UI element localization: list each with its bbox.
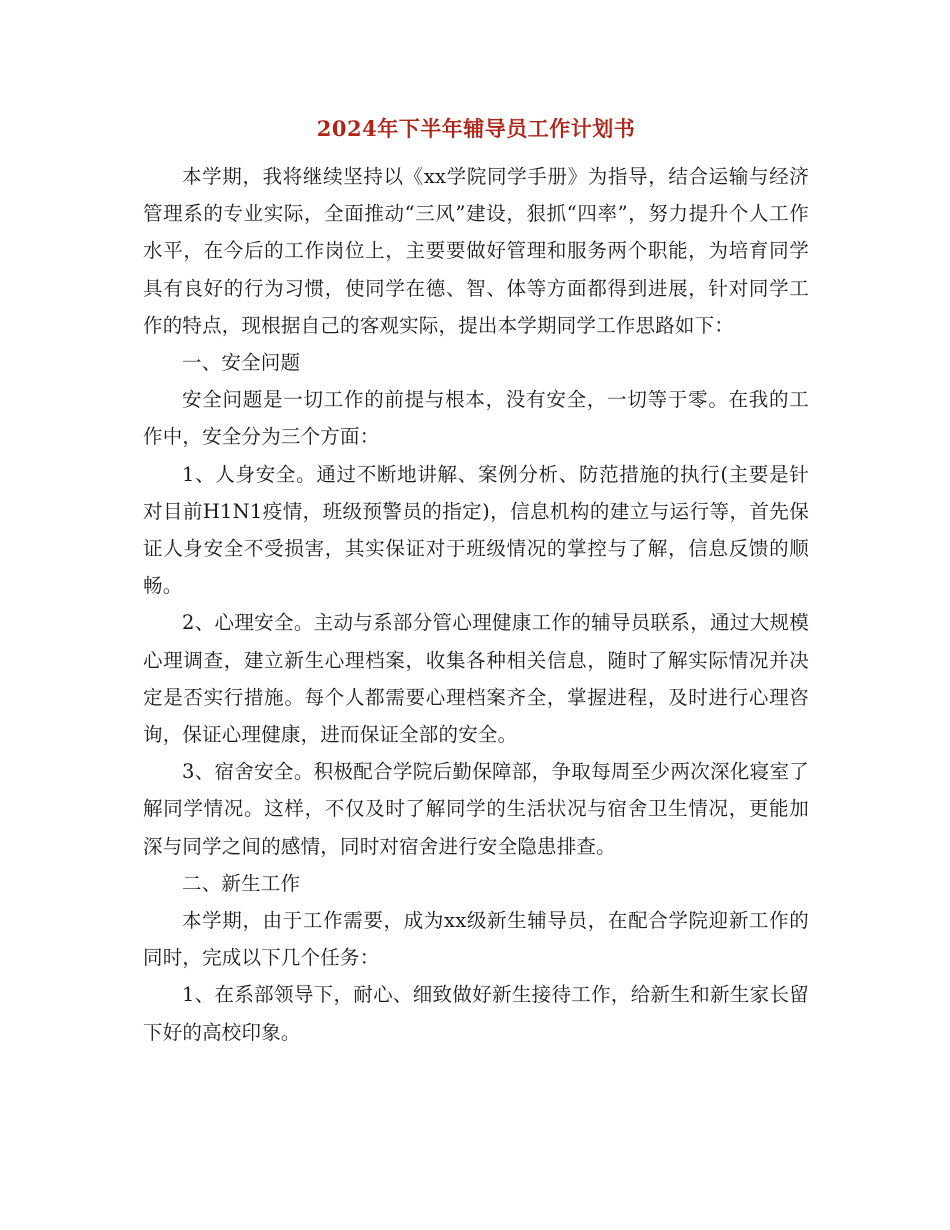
paragraph-personal-safety: 1、人身安全。通过不断地讲解、案例分析、防范措施的执行(主要是针对目前H1N1疫情，班级预警员的指定)，信息机构的建立与运行等，首先保证人身安全不受损害，其实保证对于班级情况的掌控与了解，信息反馈的顺畅。 bbox=[143, 462, 809, 598]
paragraph-intro: 本学期，我将继续坚持以《xx学院同学手册》为指导，结合运输与经济管理系的专业实际，全面推动“三风”建设，狠抓“四率”，努力提升个人工作水平，在今后的工作岗位上，主要要做好管理和服务两个职能，为培育同学具有良好的行为习惯，使同学在德、智、体等方面都得到进展，针对同学工作的特点，现根据自己的客观实际，提出本学期同学工作思路如下： bbox=[143, 165, 809, 337]
paragraph-dormitory-safety: 3、宿舍安全。积极配合学院后勤保障部，争取每周至少两次深化寝室了解同学情况。这样，不仅及时了解同学的生活状况与宿舍卫生情况，更能加深与同学之间的感情，同时对宿舍进行安全隐患排查。 bbox=[143, 760, 809, 858]
document-title: 2024年下半年辅导员工作计划书 bbox=[316, 116, 636, 141]
document-page bbox=[143, 112, 809, 1051]
section-heading-freshman: 二、新生工作 bbox=[182, 871, 301, 895]
section-heading-safety: 一、安全问题 bbox=[182, 351, 301, 375]
paragraph-safety-overview: 安全问题是一切工作的前提与根本，没有安全，一切等于零。在我的工作中，安全分为三个方面： bbox=[143, 388, 809, 449]
paragraph-psychological-safety: 2、心理安全。主动与系部分管心理健康工作的辅导员联系，通过大规模心理调查，建立新生心理档案，收集各种相关信息，随时了解实际情况并决定是否实行措施。每个人都需要心理档案齐全，掌握进程，及时进行心理咨询，保证心理健康，进而保证全部的安全。 bbox=[143, 611, 809, 747]
paragraph-freshman-task-1: 1、在系部领导下，耐心、细致做好新生接待工作，给新生和新生家长留下好的高校印象。 bbox=[143, 983, 809, 1044]
paragraph-freshman-overview: 本学期，由于工作需要，成为xx级新生辅导员，在配合学院迎新工作的同时，完成以下几个任务： bbox=[143, 909, 809, 970]
